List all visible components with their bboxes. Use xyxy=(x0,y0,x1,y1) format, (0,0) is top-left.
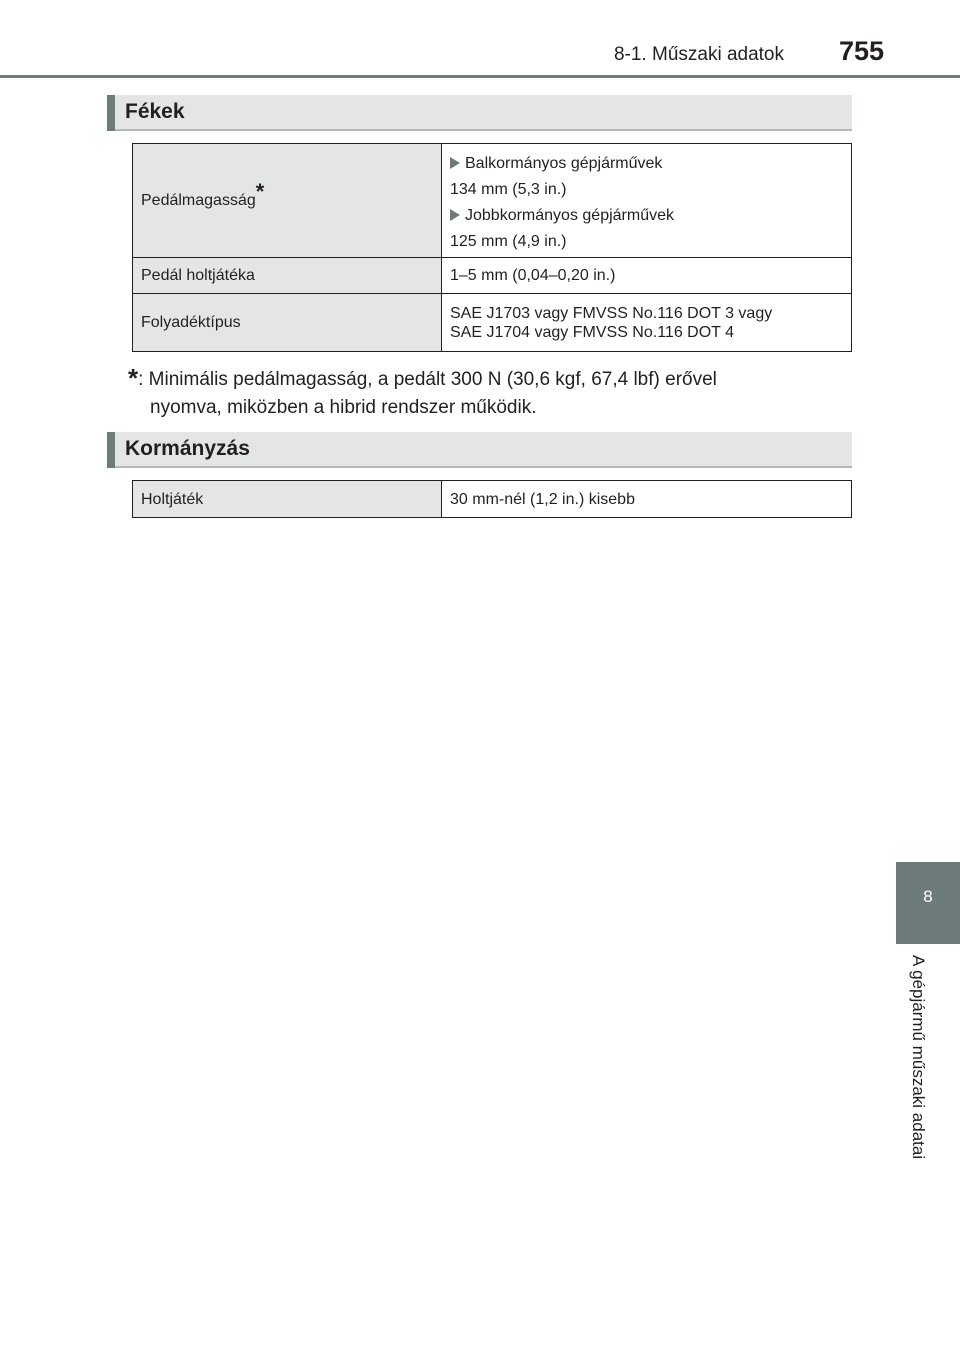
chapter-title-vertical: A gépjármű műszaki adatai xyxy=(909,955,928,1160)
header-rule xyxy=(0,75,960,78)
bullet-line xyxy=(450,154,843,173)
row-value: 30 mm-nél (1,2 in.) kisebb xyxy=(442,481,852,518)
row-value-cell xyxy=(442,144,852,258)
header-section-title: 8-1. Műszaki adatok xyxy=(613,44,784,65)
value-text: 125 mm (4,9 in.) xyxy=(450,232,567,250)
chapter-number: 8 xyxy=(923,887,933,906)
row-label: Folyadéktípus xyxy=(133,294,442,352)
footnote-line-2: nyomva, miközben a hibrid rendszer működik. xyxy=(150,397,537,418)
row-value: 1–5 mm (0,04–0,20 in.) xyxy=(442,258,852,294)
footnote-marker: * xyxy=(128,363,139,393)
value-line: SAE J1703 vagy FMVSS No.116 DOT 3 vagy xyxy=(450,304,773,322)
triangle-right-icon xyxy=(450,209,460,221)
bullet-text: Jobbkormányos gépjárművek xyxy=(465,206,674,224)
row-label: Holtjáték xyxy=(133,481,442,518)
section-header-steering xyxy=(107,432,852,468)
bullet-text: Balkormányos gépjárművek xyxy=(465,154,663,172)
page-number: 755 xyxy=(838,36,884,66)
section-title: Kormányzás xyxy=(125,437,250,460)
triangle-right-icon xyxy=(450,157,460,169)
row-value-cell xyxy=(442,294,852,352)
table-row xyxy=(133,294,852,352)
section-accent xyxy=(107,432,115,468)
table-row xyxy=(133,144,852,258)
steering-spec-table xyxy=(132,480,852,518)
bullet-line xyxy=(450,206,843,225)
row-label: Pedál holtjátéka xyxy=(133,258,442,294)
table-row xyxy=(133,258,852,294)
section-header-brakes xyxy=(107,95,852,131)
section-accent xyxy=(107,95,115,131)
value-line: SAE J1704 vagy FMVSS No.116 DOT 4 xyxy=(450,323,734,341)
table-row xyxy=(133,481,852,518)
footnote-marker: * xyxy=(255,179,265,204)
footnote xyxy=(128,364,848,422)
chapter-tab xyxy=(896,862,960,944)
section-title: Fékek xyxy=(125,100,185,123)
row-label: Pedálmagasság xyxy=(141,192,256,209)
value-text: 134 mm (5,3 in.) xyxy=(450,180,567,198)
row-label-cell xyxy=(133,144,442,258)
brakes-spec-table xyxy=(132,143,852,352)
footnote-line-1: : Minimális pedálmagasság, a pedált 300 N (30,6 kgf, 67,4 lbf) erővel xyxy=(138,369,717,390)
